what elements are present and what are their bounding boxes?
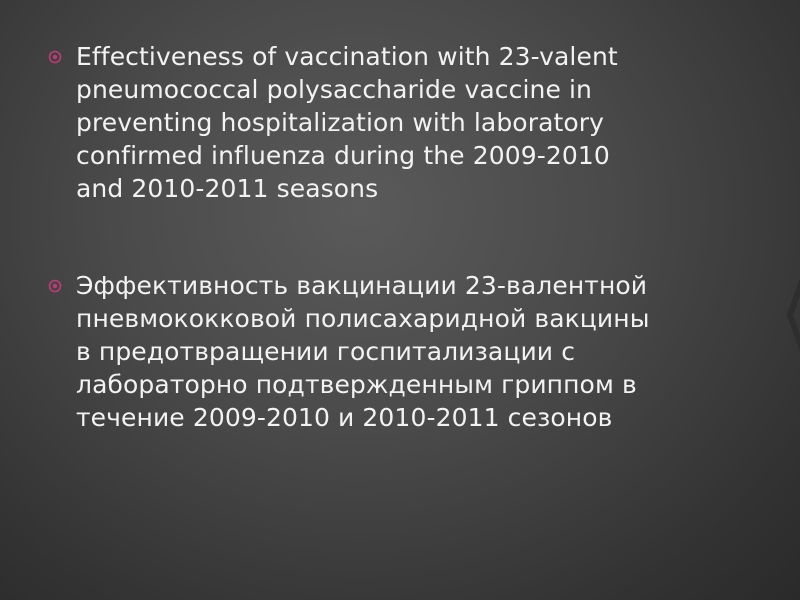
bullet-text-english: Effectiveness of vaccination with 23-valent pneumococcal polysaccharide vaccine in preventing hospitalization with laboratory confirmed influenza during the 2009-2010 and 2010-2011 seasons: [76, 42, 618, 203]
bullet-text-russian: Эффективность вакцинации 23-валентной пневмококковой полисахаридной вакцины в предотвращении госпитализации с лабораторно подтвержденным гриппом в течение 2009-2010 и 2010-2011 сезонов: [76, 271, 650, 432]
bullet-item-english: [48, 40, 768, 205]
decorative-chevron-icon: [786, 270, 800, 364]
bullet-item-russian: [48, 269, 768, 434]
circle-bullet-icon: [48, 269, 76, 303]
circle-bullet-icon: [48, 40, 76, 74]
slide-content: [48, 40, 768, 498]
